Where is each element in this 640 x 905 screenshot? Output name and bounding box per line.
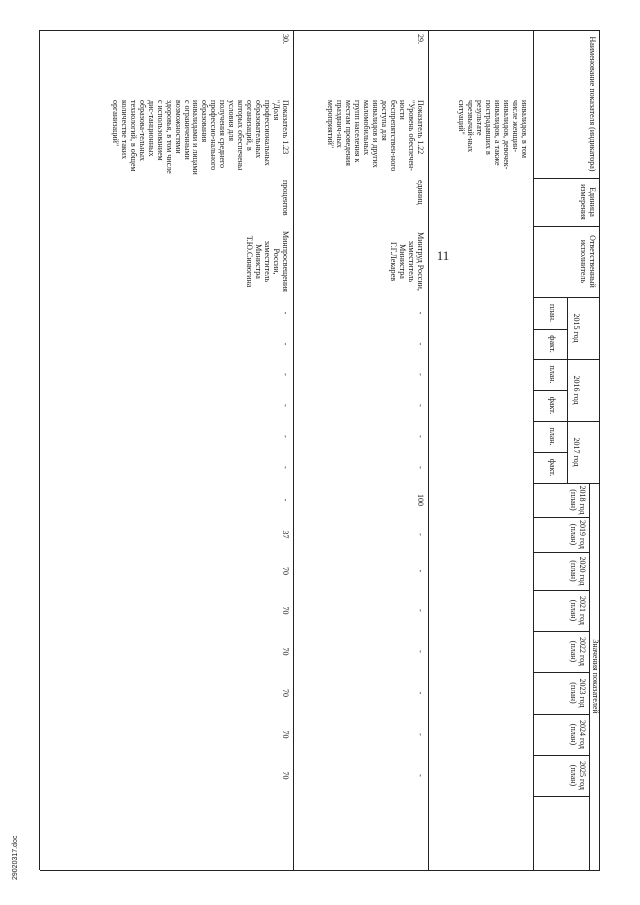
row-2-value: 70: [281, 689, 290, 697]
row-2-unit: процентов: [281, 180, 290, 216]
row-2-value: -: [281, 466, 290, 469]
header-year-2017: 2017 год: [572, 437, 581, 467]
row-1-value: -: [416, 435, 425, 438]
indicator-table: [40, 30, 600, 870]
row-0-name: инвалидов, в том числе женщин-инвалидов, девочек-инвалидов, а также пострадавших в результате чрезвычай-ных ситуаций": [457, 100, 529, 170]
row-2-value: -: [281, 404, 290, 407]
header-year-2023: 2023 год (план): [569, 678, 587, 708]
header-2015-plan: план.: [548, 303, 557, 323]
row-1-value: -: [416, 774, 425, 777]
row-1-name: Показатель 1.22 "Уровень обеспечен-ности беспрепятствен-ного доступа для инвалидов и других маломобильных групп населения к местам проведения празднич-ных мероприятий": [326, 100, 425, 172]
header-values-title: Значения показателей: [591, 639, 600, 714]
header-year-2019: 2019 год (план): [569, 520, 587, 549]
row-2-value: -: [281, 435, 290, 438]
row-2-value: 37: [281, 530, 290, 539]
header-year-2021: 2021 год (план): [569, 596, 587, 625]
header-2015-fact: факт.: [548, 335, 557, 353]
row-2-responsible: Минпросвещения России, заместитель Министра Т.Ю.Синюгина: [245, 231, 290, 292]
row-2-value: 70: [281, 647, 290, 656]
row-1-value: -: [416, 650, 425, 653]
header-2016-fact: факт.: [548, 396, 557, 415]
footer-filename: 29020317.doc: [12, 835, 19, 880]
row-2-value: 70: [281, 606, 290, 615]
header-year-2022: 2022 год (план): [569, 637, 587, 666]
row-1-unit: единиц: [416, 180, 425, 205]
row-2-value: 70: [281, 567, 290, 575]
row-2-value: -: [281, 373, 290, 376]
row-1-value: -: [416, 311, 425, 315]
row-2-value: 70: [281, 771, 290, 780]
row-2-value: -: [281, 311, 290, 315]
row-1-value: -: [416, 373, 425, 376]
header-year-2018: 2018 год (план): [569, 485, 587, 515]
page-number: 11: [436, 248, 450, 263]
header-unit: Единица измерения: [579, 184, 597, 220]
row-1-value: -: [416, 533, 425, 536]
row-1-value: -: [416, 609, 425, 612]
header-year-2016: 2016 год: [572, 375, 581, 405]
row-1-value: -: [416, 342, 425, 346]
header-year-2024: 2024 год (план): [569, 720, 587, 749]
row-2-value: -: [281, 498, 290, 502]
row-2-value: -: [281, 342, 290, 346]
header-indicator-name: Наименование показателя (индикатора): [588, 36, 597, 172]
header-2017-fact: факт.: [548, 458, 557, 477]
row-1-value: -: [416, 691, 425, 695]
header-year-2015: 2015 год: [572, 313, 581, 343]
row-1-value: 100: [416, 494, 425, 506]
header-year-2025: 2025 год (план): [569, 761, 587, 790]
header-year-2020: 2020 год (план): [569, 556, 587, 586]
header-responsible: Ответственный исполнитель: [579, 235, 597, 288]
row-1-value: -: [416, 733, 425, 736]
header-2016-plan: план.: [548, 365, 557, 384]
row-2-number: 30.: [281, 34, 290, 44]
row-1-number: 29.: [416, 34, 425, 44]
row-1-value: -: [416, 404, 425, 407]
row-1-responsible: Минтруд России, заместитель Министра Г.Г.Лекарев: [389, 232, 425, 291]
header-2017-plan: план.: [548, 427, 557, 446]
row-1-value: -: [416, 466, 425, 469]
row-2-value: 70: [281, 730, 290, 739]
row-1-value: -: [416, 569, 425, 573]
row-2-name: Показатель 1.23 "Доля профессиональных образовательных организаций, в которых обеспечены условия для получения среднего профессио-нального образования инвалидами и лицами с ограниченными возможностями здоровья, в том числе с использованием дис-танционных образова-тельных технологий, в общем количестве таких организаций": [110, 100, 290, 175]
